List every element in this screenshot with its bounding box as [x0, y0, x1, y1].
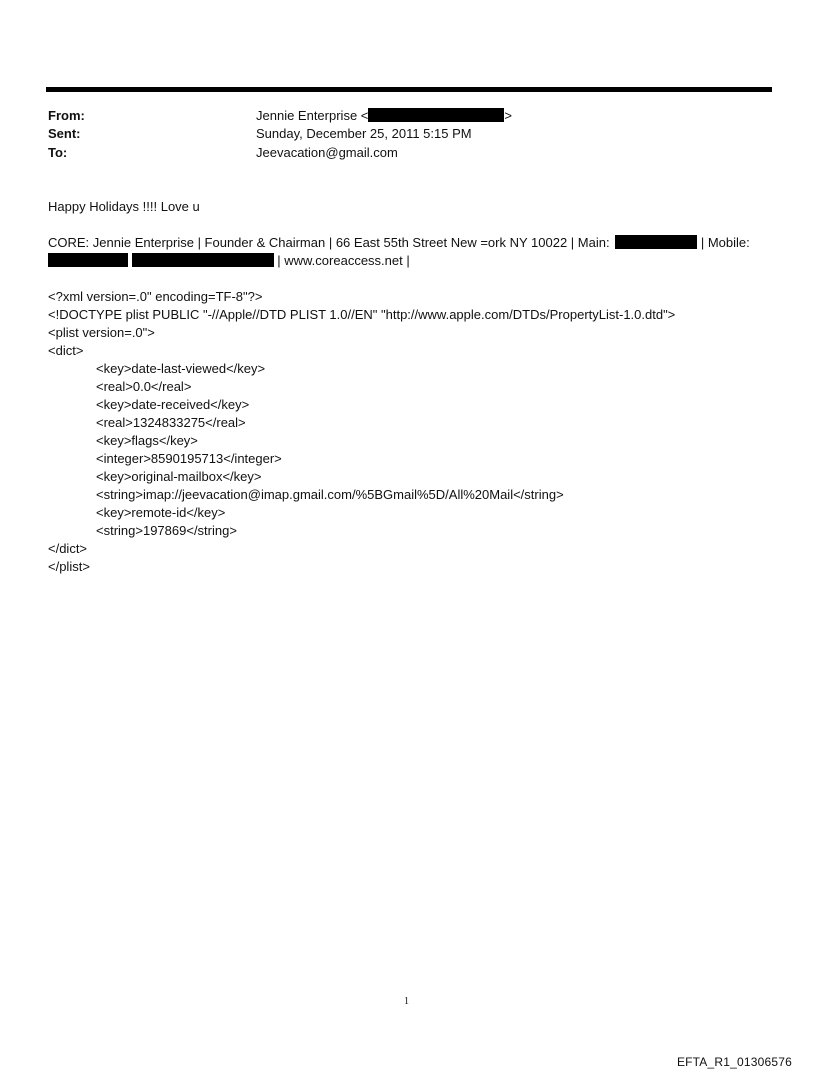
- plist-line: <!DOCTYPE plist PUBLIC "-//Apple//DTD PLIST 1.0//EN" "http://www.apple.com/DTDs/PropertyList-1.0.dtd">: [48, 307, 676, 322]
- from-close: >: [504, 108, 512, 123]
- plist-line: <key>remote-id</key>: [96, 505, 226, 520]
- plist-line: <key>original-mailbox</key>: [96, 469, 262, 484]
- document-id: EFTA_R1_01306576: [676, 1055, 792, 1069]
- plist-line: <key>flags</key>: [96, 433, 198, 448]
- greeting: Happy Holidays !!!! Love u: [48, 199, 200, 214]
- plist-line: <string>197869</string>: [96, 523, 237, 538]
- plist-line: </dict>: [48, 541, 88, 556]
- page-number: 1: [404, 996, 409, 1007]
- redaction-box: [132, 253, 274, 267]
- redaction-box: [615, 235, 697, 249]
- from-value: [256, 108, 512, 124]
- signature-line-1: [48, 234, 750, 252]
- plist-line: <dict>: [48, 343, 84, 358]
- to-value: Jeevacation@gmail.com: [256, 145, 398, 160]
- to-label: To:: [48, 145, 68, 160]
- plist-line: <integer>8590195713</integer>: [96, 451, 282, 466]
- signature-line-2: [48, 252, 410, 270]
- header-rule: [46, 87, 772, 92]
- redaction-box: [368, 108, 504, 122]
- signature-text-c: | www.coreaccess.net |: [277, 253, 410, 268]
- sent-label: Sent:: [48, 126, 81, 141]
- sent-value: Sunday, December 25, 2011 5:15 PM: [256, 126, 472, 141]
- signature-text-b: | Mobile:: [700, 235, 750, 250]
- signature-text-a: CORE: Jennie Enterprise | Founder & Chairman | 66 East 55th Street New =ork NY 10022 | Main:: [48, 235, 610, 250]
- plist-line: <?xml version=.0" encoding=TF-8"?>: [48, 289, 263, 304]
- plist-line: </plist>: [48, 559, 90, 574]
- plist-line: <key>date-last-viewed</key>: [96, 361, 266, 376]
- plist-line: <plist version=.0">: [48, 325, 155, 340]
- plist-line: <key>date-received</key>: [96, 397, 250, 412]
- plist-line: <real>1324833275</real>: [96, 415, 246, 430]
- from-name: Jennie Enterprise <: [256, 108, 369, 123]
- redaction-box: [48, 253, 128, 267]
- from-label: From:: [48, 108, 85, 123]
- plist-line: <string>imap://jeevacation@imap.gmail.com/%5BGmail%5D/All%20Mail</string>: [96, 487, 564, 502]
- plist-line: <real>0.0</real>: [96, 379, 192, 394]
